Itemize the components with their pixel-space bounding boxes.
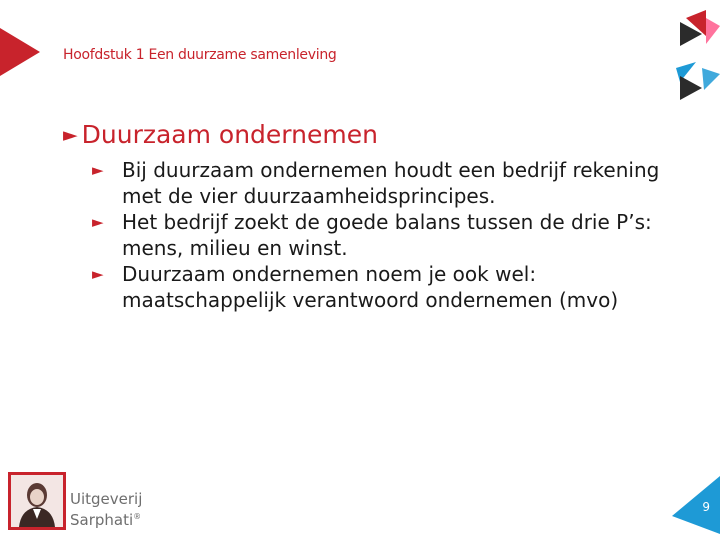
registered-mark: ® bbox=[133, 512, 142, 521]
bullet-arrow-icon: ► bbox=[92, 161, 104, 179]
portrait-icon bbox=[11, 475, 63, 527]
brand-line-1: Uitgeverij bbox=[70, 490, 143, 508]
publisher-logo bbox=[8, 472, 66, 530]
bullet-text: Duurzaam ondernemen noem je ook wel: maatschappelijk verantwoord ondernemen (mvo) bbox=[122, 262, 619, 312]
chapter-title: Hoofdstuk 1 Een duurzame samenleving bbox=[63, 47, 337, 63]
dark-triangle-shape-2 bbox=[680, 76, 702, 100]
left-arrow-decoration bbox=[0, 28, 40, 76]
light-blue-triangle-shape bbox=[702, 68, 720, 90]
slide-heading bbox=[63, 120, 378, 149]
bullet-list bbox=[92, 157, 692, 313]
list-item bbox=[92, 157, 692, 209]
heading-bullet-icon: ► bbox=[63, 124, 78, 146]
list-item bbox=[92, 261, 692, 313]
bullet-arrow-icon: ► bbox=[92, 265, 104, 283]
list-item bbox=[92, 209, 692, 261]
bullet-arrow-icon: ► bbox=[92, 213, 104, 231]
heading-text: Duurzaam ondernemen bbox=[81, 120, 378, 149]
blue-triangle-shape bbox=[676, 62, 696, 82]
corner-triangle-decoration bbox=[650, 0, 720, 110]
bullet-text: Het bedrijf zoekt de goede balans tussen de drie P’s: mens, milieu en winst. bbox=[122, 210, 652, 260]
brand-line-2: Sarphati bbox=[70, 511, 134, 529]
bullet-text: Bij duurzaam ondernemen houdt een bedrijf rekening met de vier duurzaamheidsprincipes. bbox=[122, 158, 660, 208]
publisher-name bbox=[70, 490, 142, 529]
pink-triangle-shape bbox=[706, 18, 720, 44]
page-number: 9 bbox=[702, 500, 710, 514]
page-number-badge bbox=[672, 476, 720, 534]
